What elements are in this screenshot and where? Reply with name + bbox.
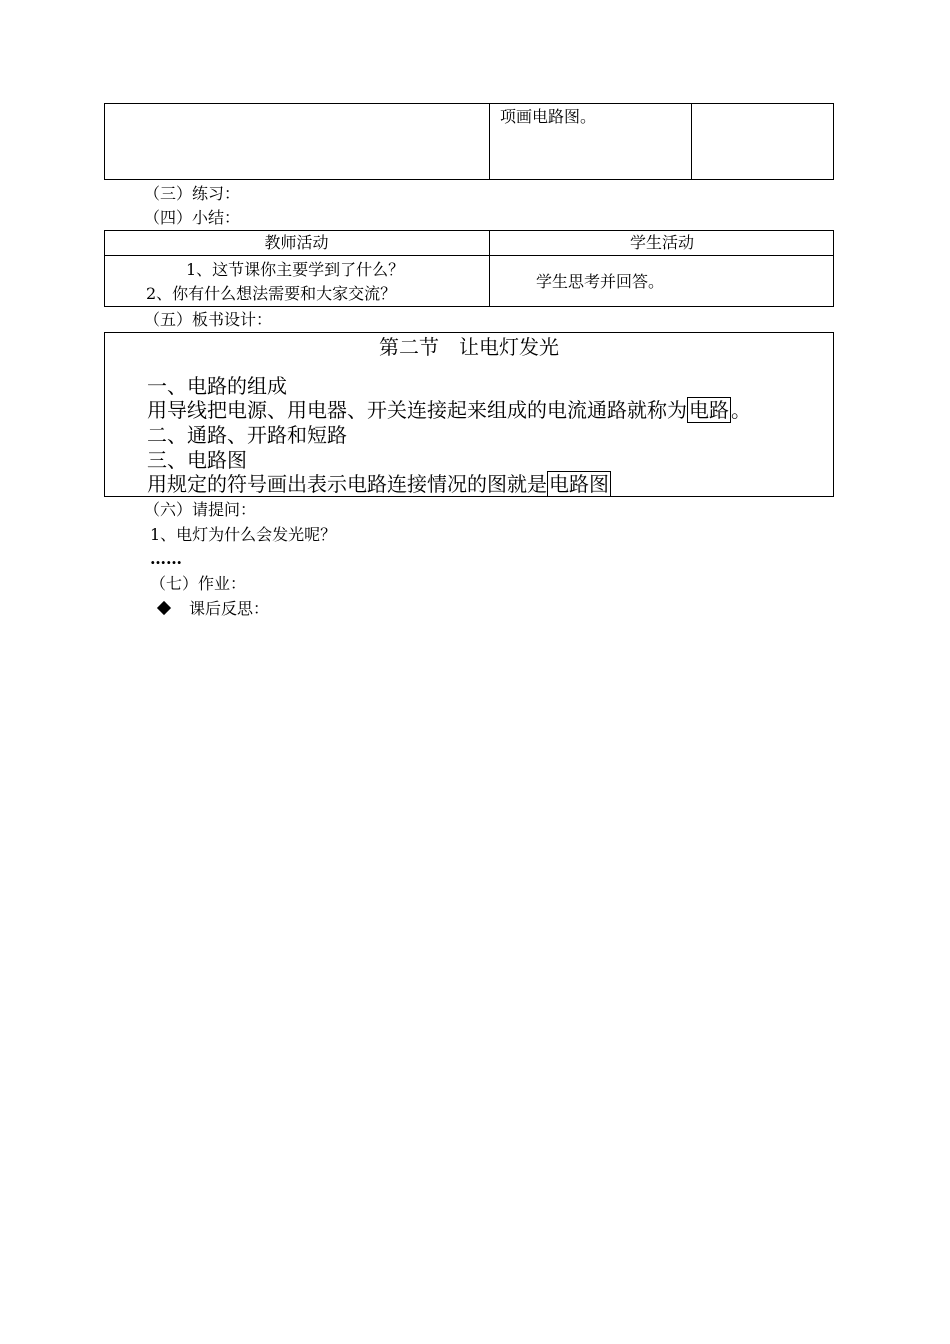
reflection-heading: 课后反思： — [189, 599, 270, 618]
board-line-5-boxed-term: 电路图 — [549, 472, 609, 496]
top-table — [104, 103, 834, 180]
board-line-2-boxed-term: 电路 — [689, 398, 729, 422]
section-practice-heading: （三）练习： — [144, 184, 241, 203]
section-questions-heading: （六）请提问： — [144, 500, 257, 519]
board-line-5 — [147, 471, 611, 497]
top-table-divider-1 — [489, 103, 490, 180]
summary-header-teacher: 教师活动 — [264, 233, 329, 252]
section-board-heading: （五）板书设计： — [144, 310, 273, 329]
summary-teacher-line-2: 2、你有什么想法需要和大家交流？ — [146, 284, 397, 303]
section-homework-heading: （七）作业： — [150, 574, 247, 593]
board-line-1: 一、电路的组成 — [147, 374, 287, 398]
section-summary-heading: （四）小结： — [144, 208, 241, 227]
board-title: 第二节 让电灯发光 — [379, 335, 559, 359]
board-line-2 — [147, 397, 751, 423]
summary-student-text: 学生思考并回答。 — [536, 272, 665, 291]
summary-header-student: 学生活动 — [629, 233, 694, 252]
board-line-3: 二、通路、开路和短路 — [147, 423, 347, 447]
top-table-divider-2 — [691, 103, 692, 180]
summary-teacher-line-1: 1、这节课你主要学到了什么？ — [186, 260, 405, 279]
board-line-5-text: 用规定的符号画出表示电路连接情况的图就是 — [147, 472, 547, 496]
ellipsis: …… — [150, 549, 182, 568]
top-table-student-cell: 项画电路图。 — [500, 107, 597, 126]
board-line-2-end: 。 — [731, 398, 751, 422]
board-line-2-text: 用导线把电源、用电器、开关连接起来组成的电流通路就称为 — [147, 398, 687, 422]
board-line-4: 三、电路图 — [147, 448, 247, 472]
bullet-diamond-icon — [157, 601, 171, 615]
summary-table-header-line — [104, 255, 834, 256]
question-1: 1、电灯为什么会发光呢？ — [150, 525, 337, 544]
